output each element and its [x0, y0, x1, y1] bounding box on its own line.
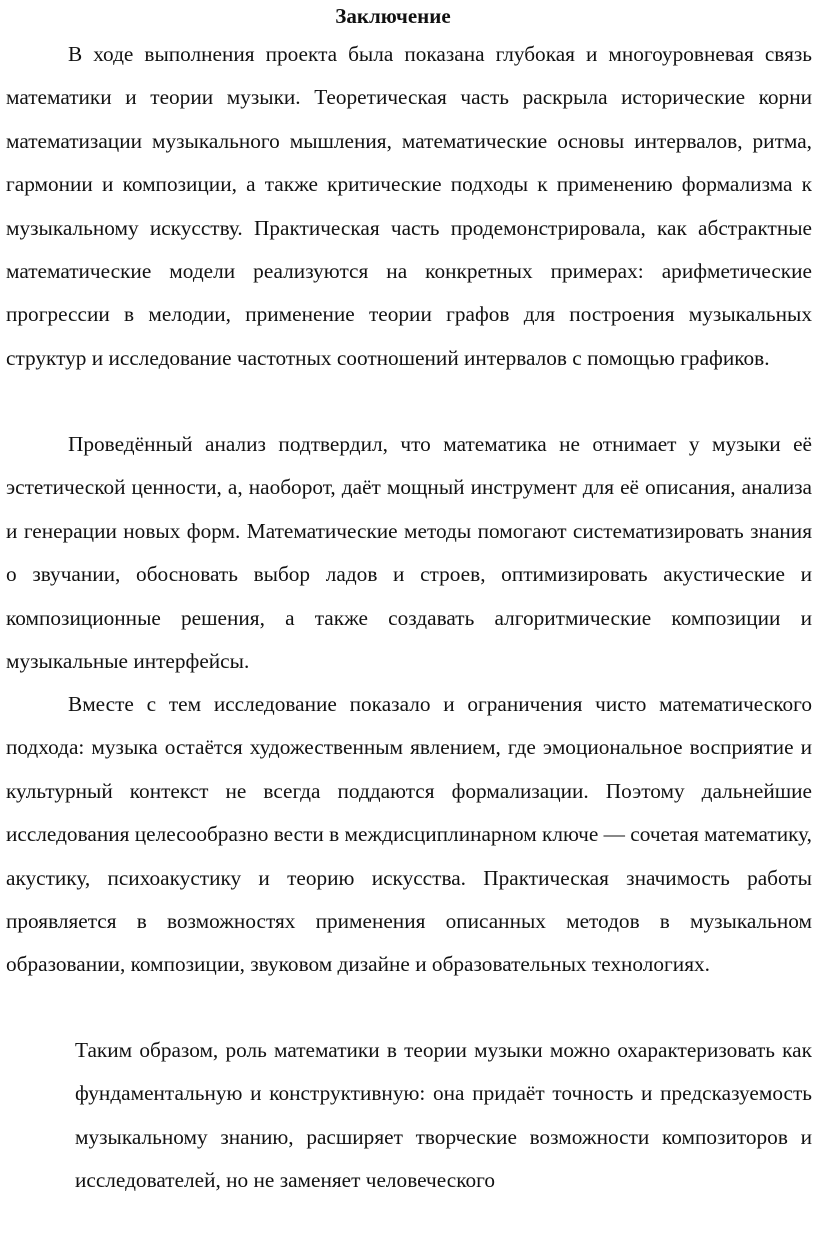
paragraph-3: Вместе с тем исследование показало и ограничения чисто математического подхода: музыка остаётся художественным явлением, где эмоциональное восприятие и культурный контекст не всегда поддаются формализации. Поэтому дальнейшие исследования целесообразно вести в междисциплинарном ключе — сочетая математику, акустику, психоакустику и теорию искусства. Практическая значимость работы проявляется в возможностях применения описанных методов в музыкальном образовании, композиции, звуковом дизайне и образовательных технологиях. [6, 692, 812, 977]
paragraph-1: В ходе выполнения проекта была показана глубокая и многоуровневая связь математики и теории музыки. Теоретическая часть раскрыла исторические корни математизации музыкального мышления, математические основы интервалов, ритма, гармонии и композиции, а также критические подходы к применению формализма к музыкальному искусству. Практическая часть продемонстрировала, как абстрактные математические модели реализуются на конкретных примерах: арифметические прогрессии в мелодии, применение теории графов для построения музыкальных структур и исследование частотных соотношений интервалов с помощью графиков. [6, 42, 812, 370]
document-title: Заключение [335, 4, 451, 28]
paragraph-4: Таким образом, роль математики в теории музыки можно охарактеризовать как фундаментальную и конструктивную: она придаёт точность и предсказуемость музыкальному знанию, расширяет творческие возможности композиторов и исследователей, но не заменяет человеческого [75, 1038, 812, 1193]
paragraph-2: Проведённый анализ подтвердил, что математика не отнимает у музыки её эстетической ценности, а, наоборот, даёт мощный инструмент для её описания, анализа и генерации новых форм. Математические методы помогают систематизировать знания о звучании, обосновать выбор ладов и строев, оптимизировать акустические и композиционные решения, а также создавать алгоритмические композиции и музыкальные интерфейсы. [6, 432, 812, 674]
